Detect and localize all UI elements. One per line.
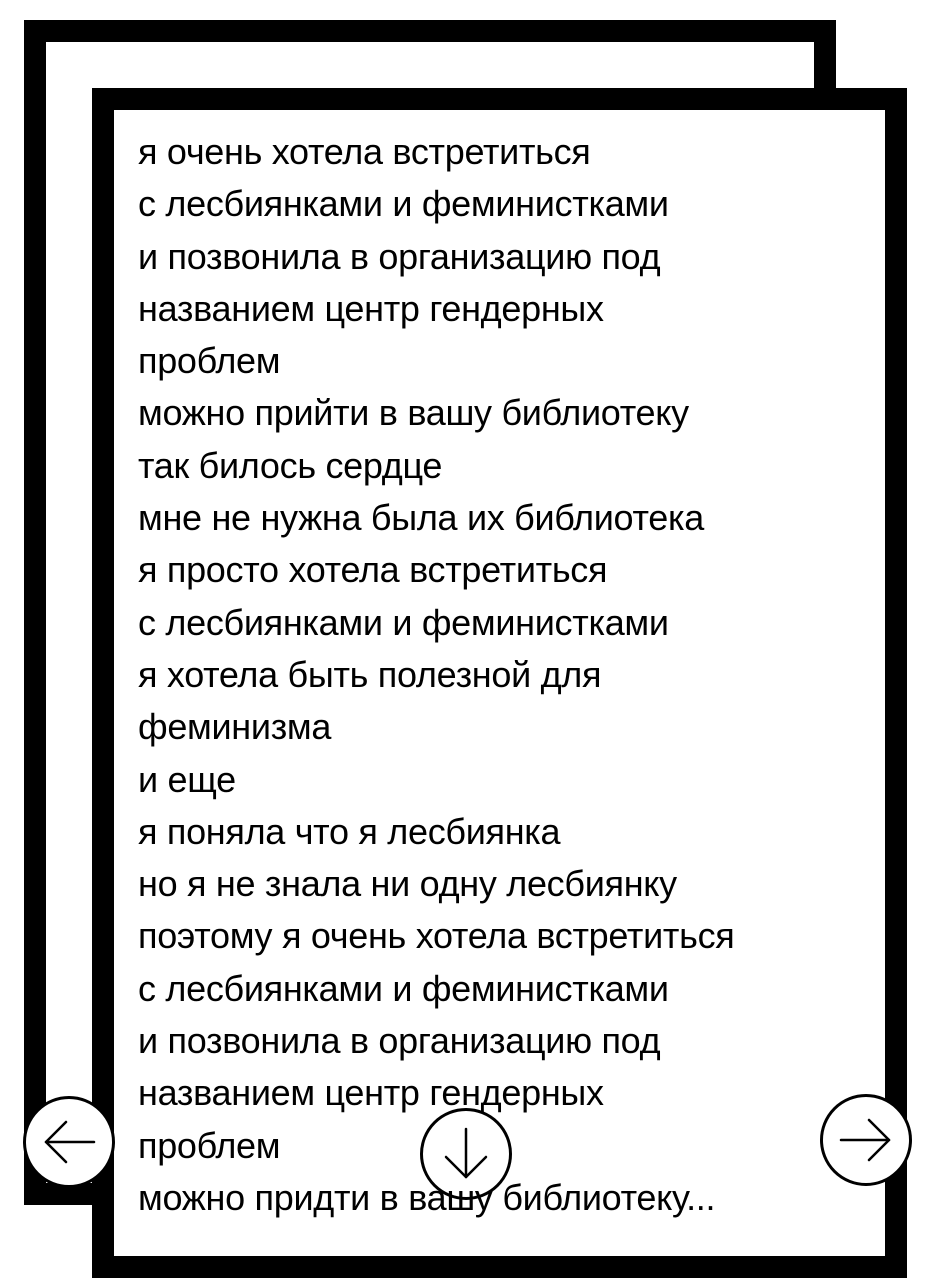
poem-line: я хотела быть полезной для (138, 653, 602, 695)
poem-line: феминизма (138, 706, 332, 748)
poem-line: можно придти в вашу библиотеку... (138, 1176, 716, 1218)
previous-page-button[interactable] (23, 1096, 115, 1188)
poem-line: с лесбиянками и феминистками (138, 601, 669, 643)
poem-line: с лесбиянками и феминистками (138, 183, 669, 225)
arrow-left-icon (38, 1111, 100, 1173)
poem-line: названием центр гендерных (138, 287, 604, 329)
poem-line: поэтому я очень хотела встретиться (138, 915, 735, 957)
poem-line: можно прийти в вашу библиотеку (138, 392, 689, 434)
poem-text (138, 126, 888, 1224)
poem-line: и позвонила в организацию под (138, 1020, 661, 1062)
poem-line: я очень хотела встретиться (138, 131, 591, 172)
poem-line: проблем (138, 340, 281, 382)
poem-line: с лесбиянками и феминистками (138, 967, 669, 1009)
poem-line: но я не знала ни одну лесбиянку (138, 863, 677, 905)
poem-line: я поняла что я лесбиянка (138, 810, 561, 852)
scroll-down-button[interactable] (420, 1108, 512, 1200)
poem-line: названием центр гендерных (138, 1072, 604, 1114)
poem-line: и еще (138, 758, 236, 800)
poem-line: я просто хотела встретиться (138, 549, 608, 591)
poem-line: проблем (138, 1124, 281, 1166)
poem-line: и позвонила в организацию под (138, 235, 661, 277)
poem-line: мне не нужна была их библиотека (138, 497, 704, 539)
arrow-down-icon (435, 1123, 497, 1185)
next-page-button[interactable] (820, 1094, 912, 1186)
arrow-right-icon (835, 1109, 897, 1171)
poem-line: так билось сердце (138, 444, 443, 486)
